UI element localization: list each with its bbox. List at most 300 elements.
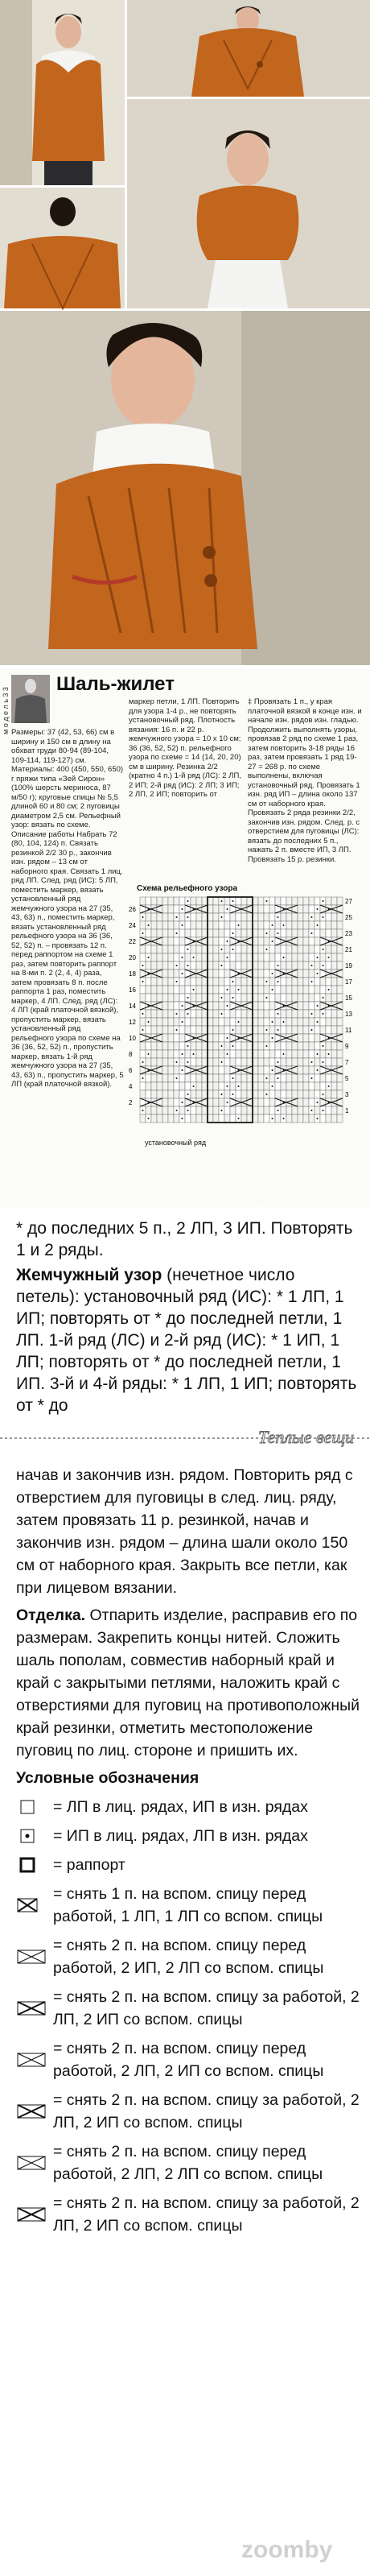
chart-cell <box>275 897 281 905</box>
chart-cell <box>213 953 219 961</box>
purl-dot <box>278 1110 279 1111</box>
purl-dot <box>311 1061 313 1063</box>
chart-cell <box>146 986 151 994</box>
chart-cell <box>298 970 303 978</box>
chart-cell <box>213 1066 219 1074</box>
chart-cell <box>264 937 269 945</box>
purl-dot <box>232 1029 234 1031</box>
chart-cell <box>168 1050 174 1058</box>
chart-cell <box>219 953 224 961</box>
purl-dot <box>182 1069 183 1071</box>
chart-cell <box>168 1058 174 1066</box>
purl-dot <box>323 916 324 918</box>
chart-cell <box>303 905 309 913</box>
purl-dot <box>221 1094 223 1095</box>
purl-dot <box>142 916 144 918</box>
chart-cell <box>337 978 343 986</box>
chart-cell <box>303 970 309 978</box>
chart-cell <box>241 897 247 905</box>
chart-cell <box>326 1042 331 1050</box>
chart-cell <box>337 1058 343 1066</box>
chart-cell <box>241 1082 247 1090</box>
chart-cell <box>230 913 236 921</box>
purl-dot <box>323 997 324 999</box>
chart-cell <box>337 953 343 961</box>
legend-item <box>16 2140 362 2185</box>
purl-dot <box>272 1118 273 1119</box>
chart-cell <box>174 1090 179 1098</box>
chart-cell <box>253 1010 258 1018</box>
chart-cell <box>162 1010 168 1018</box>
chart-cell <box>281 1042 286 1050</box>
row-number: 24 <box>129 922 136 929</box>
purl-dot <box>283 1118 285 1119</box>
purl-dot <box>221 900 223 902</box>
chart-cell <box>191 913 196 921</box>
chart-cell <box>331 978 337 986</box>
chart-cell <box>174 970 179 978</box>
chart-cell <box>151 961 157 970</box>
chart-cell <box>331 1082 337 1090</box>
row-number: 4 <box>129 1083 133 1090</box>
chart-cell <box>185 1050 191 1058</box>
chart-cell <box>298 1082 303 1090</box>
chart-cell <box>253 1082 258 1090</box>
chart-cell <box>275 986 281 994</box>
chart-cell <box>314 1010 320 1018</box>
chart-cell <box>236 929 241 937</box>
row-number: 9 <box>345 1043 349 1050</box>
chart-cell <box>264 1034 269 1042</box>
chart-cell <box>258 929 264 937</box>
chart-cell <box>264 1058 269 1066</box>
chart-cell <box>269 1050 275 1058</box>
purl-dot <box>238 1021 240 1023</box>
chart-cell <box>191 1114 196 1123</box>
knit-square-icon <box>16 1798 48 1816</box>
chart-cell <box>230 1106 236 1114</box>
chart-cell <box>253 1050 258 1058</box>
chart-cell <box>213 1050 219 1058</box>
chart-cell <box>202 929 208 937</box>
chart-cell <box>219 1034 224 1042</box>
chart-cell <box>174 1018 179 1026</box>
chart-cell <box>179 1034 185 1042</box>
chart-cell <box>208 1090 213 1098</box>
row-number: 8 <box>129 1051 133 1058</box>
chart-cell <box>213 945 219 953</box>
chart-cell <box>247 1090 253 1098</box>
chart-cell <box>157 953 162 961</box>
purl-dot <box>317 957 319 958</box>
chart-cell <box>202 1058 208 1066</box>
purl-dot <box>182 1021 183 1023</box>
chart-cell <box>253 1066 258 1074</box>
purl-dot <box>323 1061 324 1063</box>
chart-cell <box>286 929 292 937</box>
chart-cell <box>168 1082 174 1090</box>
chart-cell <box>208 970 213 978</box>
chart-cell <box>247 1106 253 1114</box>
chart-cell <box>264 1050 269 1058</box>
purl-dot <box>187 916 189 918</box>
chart-cell <box>219 986 224 994</box>
chart-cell <box>258 970 264 978</box>
chart-cell <box>264 986 269 994</box>
chart-cell <box>179 937 185 945</box>
purl-dot <box>266 1045 268 1047</box>
chart-cell <box>264 1114 269 1123</box>
chart-cell <box>168 1106 174 1114</box>
purl-dot <box>176 932 178 934</box>
purl-dot <box>227 1102 228 1103</box>
chart-cell <box>140 1018 146 1026</box>
chart-cell <box>303 937 309 945</box>
chart-cell <box>224 897 230 905</box>
chart-cell <box>213 1114 219 1123</box>
chart-cell <box>326 945 331 953</box>
chart-cell <box>264 953 269 961</box>
chart-cell <box>303 929 309 937</box>
purl-dot <box>317 1005 319 1007</box>
chart-cell <box>151 1082 157 1090</box>
purl-dot <box>323 965 324 966</box>
chart-cell <box>174 1098 179 1106</box>
chart-cell <box>162 978 168 986</box>
chart-cell <box>202 978 208 986</box>
purl-dot <box>227 908 228 910</box>
chart-cell <box>309 1066 314 1074</box>
chart-cell <box>213 1098 219 1106</box>
chart-cell <box>253 921 258 929</box>
finishing-block <box>16 1464 362 2243</box>
chart-cell <box>281 945 286 953</box>
chart-cell <box>146 994 151 1002</box>
chart-cell <box>269 1010 275 1018</box>
chart-cell <box>298 1002 303 1010</box>
chart-cell <box>326 1026 331 1034</box>
chart-cell <box>168 961 174 970</box>
chart-cell <box>258 953 264 961</box>
purl-dot <box>283 957 285 958</box>
chart-cell <box>309 1018 314 1026</box>
chart-cell <box>162 1058 168 1066</box>
purl-dot <box>176 965 178 966</box>
chart-cell <box>326 978 331 986</box>
purl-dot <box>142 965 144 966</box>
chart-cell <box>208 921 213 929</box>
chart-cell <box>151 921 157 929</box>
chart-cell <box>191 961 196 970</box>
chart-cell <box>331 1042 337 1050</box>
purl-dot <box>232 981 234 982</box>
chart-cell <box>331 1050 337 1058</box>
chart-cell <box>286 921 292 929</box>
purl-dot <box>182 908 183 910</box>
chart-cell <box>151 986 157 994</box>
chart-cell <box>275 921 281 929</box>
chart-cell <box>168 929 174 937</box>
seed-stitch-heading: Жемчужный узор <box>16 1266 162 1284</box>
chart-cell <box>286 961 292 970</box>
purl-dot <box>182 973 183 974</box>
chart-cell <box>292 945 298 953</box>
chart-cell <box>202 1018 208 1026</box>
chart-cell <box>151 978 157 986</box>
purl-dot <box>266 981 268 982</box>
purl-dot <box>221 1061 223 1063</box>
chart-cell <box>213 929 219 937</box>
purl-dot <box>182 1005 183 1007</box>
purl-dot <box>142 1110 144 1111</box>
row-number: 12 <box>129 1019 136 1026</box>
chart-cell <box>219 1114 224 1123</box>
chart-cell <box>247 1058 253 1066</box>
chart-cell <box>208 1066 213 1074</box>
chart-cell <box>320 929 326 937</box>
purl-dot <box>272 1021 273 1023</box>
chart-cell <box>179 945 185 953</box>
chart-cell <box>326 929 331 937</box>
chart-cell <box>196 929 202 937</box>
chart-cell <box>208 945 213 953</box>
chart-cell <box>140 994 146 1002</box>
chart-cell <box>208 1074 213 1082</box>
chart-cell <box>331 897 337 905</box>
chart-cell <box>179 913 185 921</box>
chart-cell <box>196 921 202 929</box>
chart-cell <box>337 1114 343 1123</box>
purl-dot <box>148 1053 150 1055</box>
purl-dot <box>148 924 150 926</box>
row-number: 19 <box>345 962 352 970</box>
chart-cell <box>196 1018 202 1026</box>
purl-dot <box>272 924 273 926</box>
cross-1-icon <box>16 1896 48 1914</box>
chart-cell <box>185 921 191 929</box>
chart-cell <box>281 897 286 905</box>
chart-cell <box>146 945 151 953</box>
chart-cell <box>298 1106 303 1114</box>
chart-cell <box>174 994 179 1002</box>
chart-cell <box>151 1010 157 1018</box>
chart-cell <box>326 1114 331 1123</box>
purl-dot <box>278 916 279 918</box>
chart-cell <box>320 978 326 986</box>
chart-cell <box>219 1026 224 1034</box>
purl-dot <box>187 1013 189 1015</box>
chart-cell <box>236 1050 241 1058</box>
chart-cell <box>236 1042 241 1050</box>
row-number: 16 <box>129 986 136 994</box>
chart-cell <box>269 913 275 921</box>
chart-cell <box>292 1018 298 1026</box>
chart-cell <box>292 1050 298 1058</box>
chart-cell <box>286 1074 292 1082</box>
chart-cell <box>213 937 219 945</box>
chart-cell <box>219 1066 224 1074</box>
chart-cell <box>303 1098 309 1106</box>
purl-dot <box>272 1037 273 1039</box>
chart-cell <box>320 1026 326 1034</box>
chart-cell <box>185 953 191 961</box>
chart-cell <box>230 1018 236 1026</box>
purl-dot <box>227 941 228 942</box>
legend-item <box>16 1825 362 1847</box>
chart-cell <box>213 1082 219 1090</box>
chart-cell <box>213 978 219 986</box>
purl-dot <box>323 949 324 950</box>
row-number: 23 <box>345 930 352 937</box>
purl-dot <box>176 916 178 918</box>
chart-cell <box>253 994 258 1002</box>
chart-cell <box>241 961 247 970</box>
chart-cell <box>292 1042 298 1050</box>
cross-7-icon <box>16 2206 48 2223</box>
purl-dot <box>221 949 223 950</box>
chart-cell <box>168 1026 174 1034</box>
legend-heading: Условные обозначения <box>16 1769 199 1787</box>
chart-cell <box>157 1106 162 1114</box>
chart-cell <box>326 1018 331 1026</box>
chart-cell <box>292 1106 298 1114</box>
chart-cell <box>146 961 151 970</box>
chart-cell <box>269 1090 275 1098</box>
chart-cell <box>162 953 168 961</box>
legend-text: = снять 2 п. на вспом. спицу за работой, 2 ЛП, 2 ИП со вспом. спицы <box>53 2091 360 2132</box>
chart-cell <box>179 1026 185 1034</box>
symbol-legend <box>16 1796 362 2237</box>
purl-dot <box>148 1118 150 1119</box>
row-number: 13 <box>345 1011 352 1018</box>
chart-cell <box>303 1106 309 1114</box>
chart-cell <box>162 1098 168 1106</box>
row-number: 15 <box>345 994 352 1002</box>
chart-cell <box>253 1026 258 1034</box>
photo-main-portrait <box>0 311 370 665</box>
photo-wrapped-view <box>127 0 370 97</box>
chart-cell <box>174 921 179 929</box>
chart-cell <box>309 1098 314 1106</box>
chart-cell <box>331 921 337 929</box>
purl-dot <box>317 908 319 910</box>
purl-dot <box>221 1045 223 1047</box>
chart-cell <box>196 1050 202 1058</box>
purl-dot <box>142 981 144 982</box>
chart-cell <box>309 897 314 905</box>
chart-cell <box>162 1090 168 1098</box>
legend-item <box>16 2192 362 2237</box>
chart-cell <box>309 921 314 929</box>
purl-dot <box>187 949 189 950</box>
chart-cell <box>303 1034 309 1042</box>
chart-cell <box>208 1082 213 1090</box>
chart-cell <box>191 1074 196 1082</box>
chart-cell <box>174 1002 179 1010</box>
chart-cell <box>303 1042 309 1050</box>
chart-cell <box>258 986 264 994</box>
chart-cell <box>303 897 309 905</box>
pattern-title: Шаль-жилет <box>56 673 175 695</box>
chart-cell <box>253 953 258 961</box>
purl-dot <box>328 957 330 958</box>
chart-cell <box>298 905 303 913</box>
chart-cell <box>303 913 309 921</box>
chart-cell <box>179 994 185 1002</box>
chart-cell <box>303 1082 309 1090</box>
watermark: zoomby <box>241 2537 333 2563</box>
chart-cell <box>314 929 320 937</box>
legend-item <box>16 1986 362 2031</box>
chart-cell <box>179 1106 185 1114</box>
chart-cell <box>241 1050 247 1058</box>
chart-cell <box>168 937 174 945</box>
chart-cell <box>320 1082 326 1090</box>
chart-cell <box>208 1058 213 1066</box>
chart-cell <box>326 994 331 1002</box>
chart-cell <box>258 1034 264 1042</box>
legend-text: = раппорт <box>53 1856 125 1874</box>
chart-cell <box>298 945 303 953</box>
chart-cell <box>258 897 264 905</box>
chart-cell <box>337 1042 343 1050</box>
purl-dot <box>328 1085 330 1087</box>
chart-cell <box>213 1074 219 1082</box>
chart-cell <box>241 953 247 961</box>
chart-cell <box>191 1026 196 1034</box>
chart-cell <box>258 1018 264 1026</box>
chart-cell <box>298 1114 303 1123</box>
chart-cell <box>162 913 168 921</box>
chart-cell <box>258 1058 264 1066</box>
chart-cell <box>230 1082 236 1090</box>
chart-cell <box>140 986 146 994</box>
chart-cell <box>275 994 281 1002</box>
chart-cell <box>168 1018 174 1026</box>
chart-cell <box>219 929 224 937</box>
chart-cell <box>331 1074 337 1082</box>
chart-cell <box>253 897 258 905</box>
chart-cell <box>281 1090 286 1098</box>
purl-dot <box>311 916 313 918</box>
chart-cell <box>174 1082 179 1090</box>
chart-cell <box>326 1010 331 1018</box>
chart-cell <box>146 913 151 921</box>
chart-cell <box>236 1106 241 1114</box>
row-number: 2 <box>129 1099 133 1106</box>
chart-cell <box>253 937 258 945</box>
purl-dot <box>221 997 223 999</box>
chart-cell <box>208 953 213 961</box>
chart-cell <box>151 1026 157 1034</box>
purl-dot <box>148 957 150 958</box>
chart-cell <box>320 953 326 961</box>
chart-cell <box>247 921 253 929</box>
chart-cell <box>146 1042 151 1050</box>
chart-cell <box>337 1010 343 1018</box>
purl-dot <box>283 1053 285 1055</box>
chart-cell <box>151 929 157 937</box>
chart-cell <box>140 1082 146 1090</box>
chart-cell <box>275 953 281 961</box>
chart-cell <box>298 897 303 905</box>
chart-cell <box>247 1018 253 1026</box>
chart-cell <box>185 1074 191 1082</box>
chart-cell <box>224 929 230 937</box>
chart-cell <box>326 913 331 921</box>
purl-dot <box>232 1077 234 1079</box>
chart-cell <box>224 978 230 986</box>
